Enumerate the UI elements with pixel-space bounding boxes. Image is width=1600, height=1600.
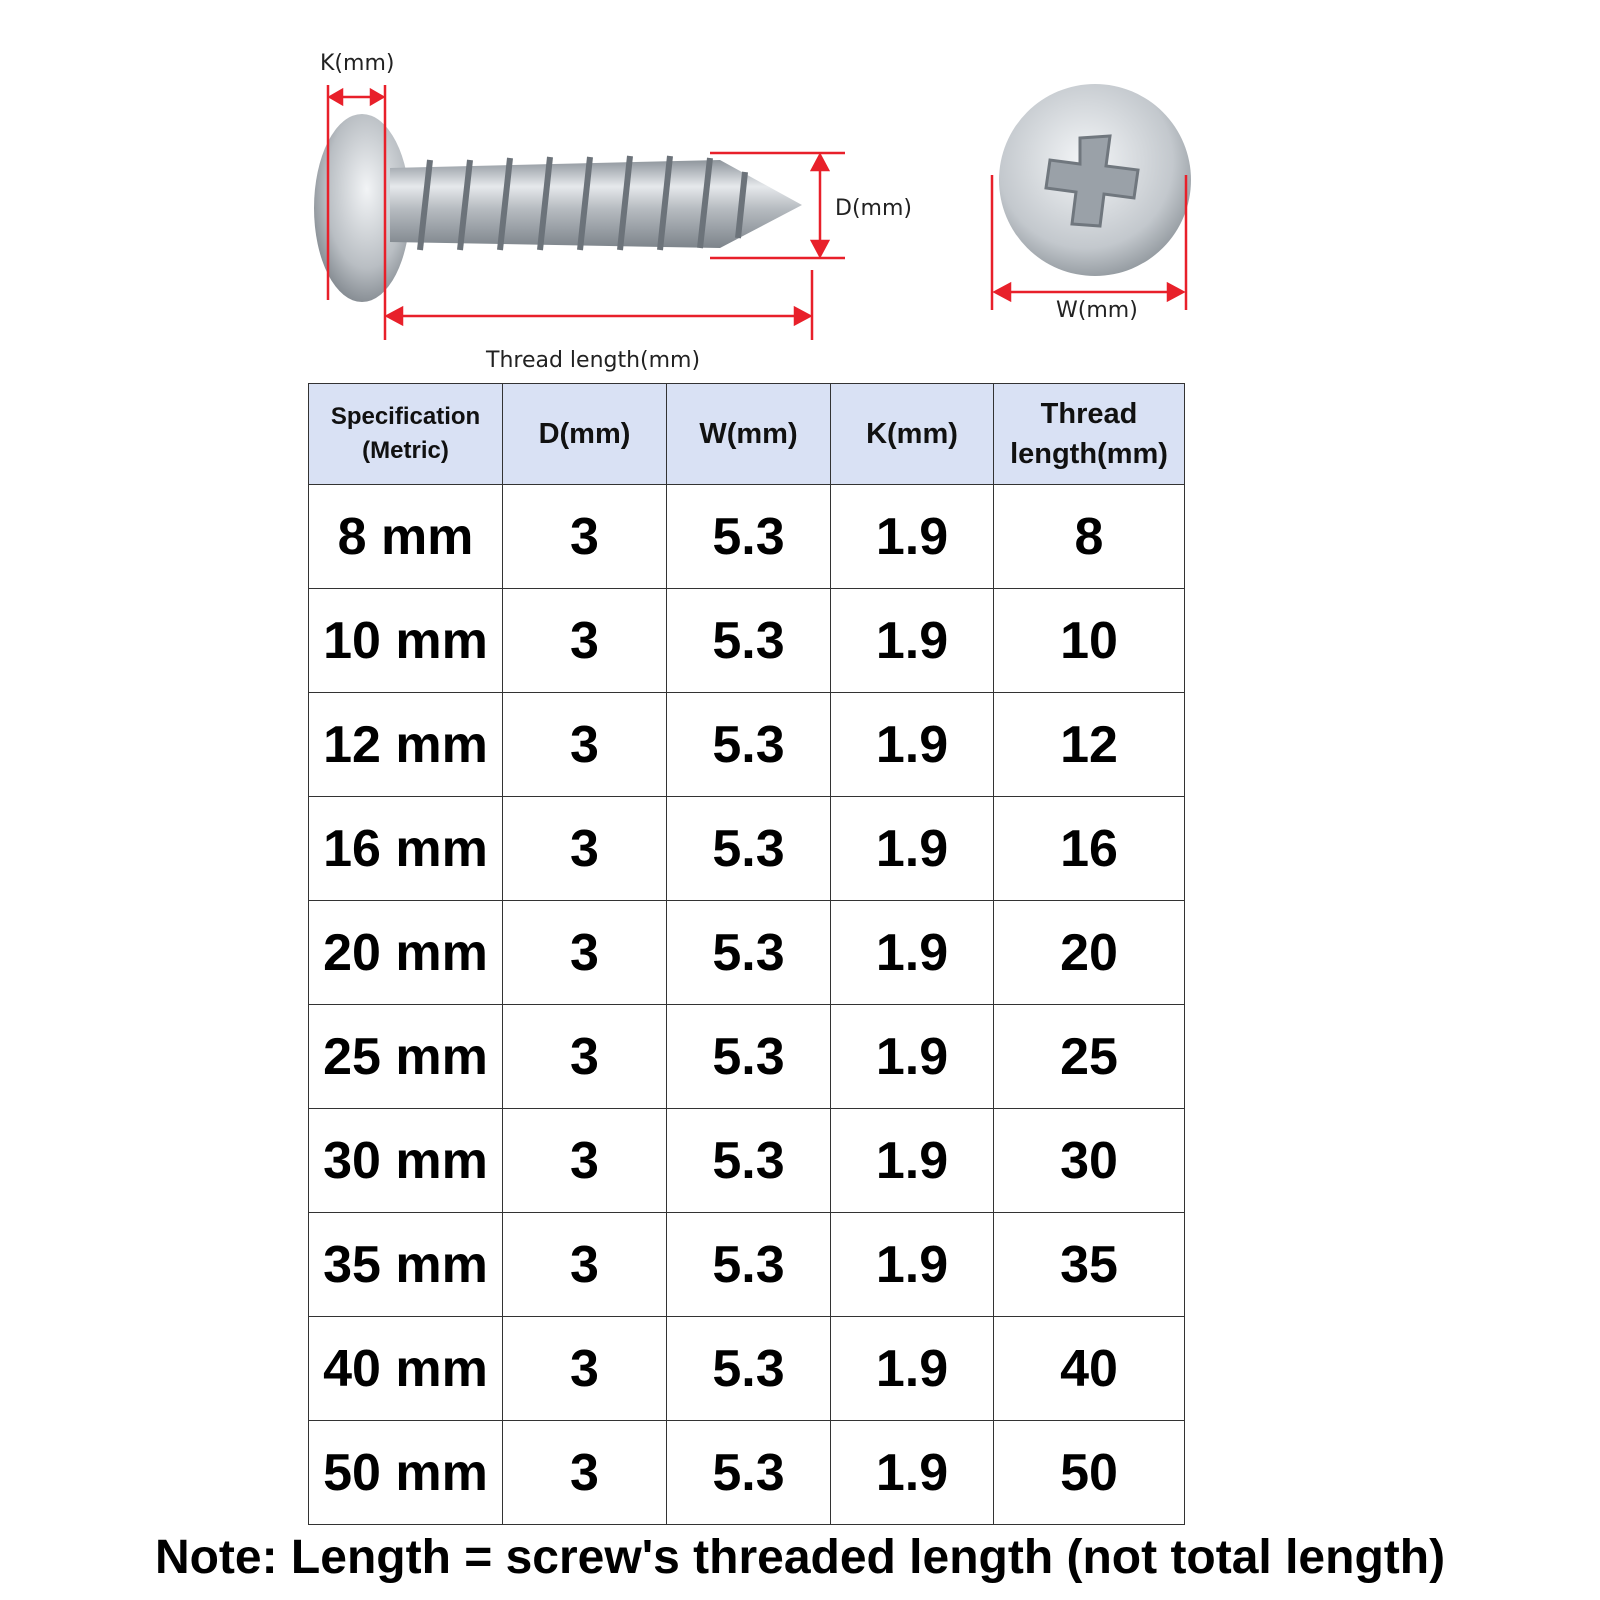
screw-spec-table: [308, 383, 1185, 1525]
table-row: [309, 1317, 1185, 1421]
w-dimension-label: W(mm): [1056, 298, 1138, 323]
table-row: [309, 1109, 1185, 1213]
k-dimension-label: K(mm): [320, 51, 395, 76]
header-spec-line1: Specification: [330, 403, 481, 430]
cell-thread-length: 12: [994, 693, 1185, 797]
cell-d: 3: [503, 1421, 667, 1525]
length-note: Note: Length = screw's threaded length (not total length): [154, 1531, 1446, 1584]
d-dimension-label: D(mm): [835, 196, 912, 221]
cell-w: 5.3: [667, 1421, 831, 1525]
cell-k: 1.9: [831, 589, 994, 693]
cell-k: 1.9: [831, 1005, 994, 1109]
header-d: D(mm): [503, 384, 667, 485]
cell-k: 1.9: [831, 1109, 994, 1213]
cell-k: 1.9: [831, 485, 994, 589]
cell-thread-length: 40: [994, 1317, 1185, 1421]
screw-side-view: [314, 114, 802, 302]
cell-w: 5.3: [667, 693, 831, 797]
cell-specification: 40 mm: [309, 1317, 503, 1421]
cell-d: 3: [503, 1109, 667, 1213]
table-row: [309, 1421, 1185, 1525]
cell-d: 3: [503, 693, 667, 797]
table-row: [309, 1005, 1185, 1109]
cell-w: 5.3: [667, 1109, 831, 1213]
cell-specification: 10 mm: [309, 589, 503, 693]
cell-thread-length: 25: [994, 1005, 1185, 1109]
screw-top-view: [999, 84, 1191, 276]
table-row: [309, 797, 1185, 901]
cell-d: 3: [503, 1005, 667, 1109]
cell-w: 5.3: [667, 901, 831, 1005]
cell-thread-length: 35: [994, 1213, 1185, 1317]
cell-k: 1.9: [831, 1213, 994, 1317]
table-row: [309, 1213, 1185, 1317]
cell-specification: 8 mm: [309, 485, 503, 589]
header-thread-length: [994, 384, 1185, 485]
cell-specification: 12 mm: [309, 693, 503, 797]
cell-w: 5.3: [667, 797, 831, 901]
cell-w: 5.3: [667, 485, 831, 589]
cell-k: 1.9: [831, 901, 994, 1005]
cell-thread-length: 30: [994, 1109, 1185, 1213]
cell-d: 3: [503, 485, 667, 589]
cell-thread-length: 16: [994, 797, 1185, 901]
cell-d: 3: [503, 901, 667, 1005]
thread-length-label: Thread length(mm): [486, 348, 701, 373]
cell-thread-length: 20: [994, 901, 1185, 1005]
header-specification: [309, 384, 503, 485]
table-row: [309, 589, 1185, 693]
table-body: [309, 485, 1185, 1525]
cell-specification: 25 mm: [309, 1005, 503, 1109]
table-row: [309, 485, 1185, 589]
cell-k: 1.9: [831, 797, 994, 901]
table-row: [309, 693, 1185, 797]
header-thread-line2: length(mm): [1010, 438, 1168, 470]
cell-thread-length: 50: [994, 1421, 1185, 1525]
cell-thread-length: 8: [994, 485, 1185, 589]
cell-w: 5.3: [667, 1213, 831, 1317]
cell-k: 1.9: [831, 1317, 994, 1421]
cell-specification: 16 mm: [309, 797, 503, 901]
screw-dimension-diagram: [0, 0, 1600, 380]
header-k: K(mm): [831, 384, 994, 485]
cell-specification: 50 mm: [309, 1421, 503, 1525]
cell-k: 1.9: [831, 693, 994, 797]
cell-d: 3: [503, 1213, 667, 1317]
cell-specification: 35 mm: [309, 1213, 503, 1317]
cell-d: 3: [503, 797, 667, 901]
cell-w: 5.3: [667, 1317, 831, 1421]
cell-k: 1.9: [831, 1421, 994, 1525]
cell-d: 3: [503, 589, 667, 693]
header-thread-line1: Thread: [1040, 398, 1138, 430]
header-spec-line2: (Metric): [362, 437, 449, 464]
cell-specification: 20 mm: [309, 901, 503, 1005]
cell-d: 3: [503, 1317, 667, 1421]
cell-w: 5.3: [667, 1005, 831, 1109]
cell-specification: 30 mm: [309, 1109, 503, 1213]
table-row: [309, 901, 1185, 1005]
header-w: W(mm): [667, 384, 831, 485]
cell-w: 5.3: [667, 589, 831, 693]
cell-thread-length: 10: [994, 589, 1185, 693]
table-header-row: [309, 384, 1185, 485]
